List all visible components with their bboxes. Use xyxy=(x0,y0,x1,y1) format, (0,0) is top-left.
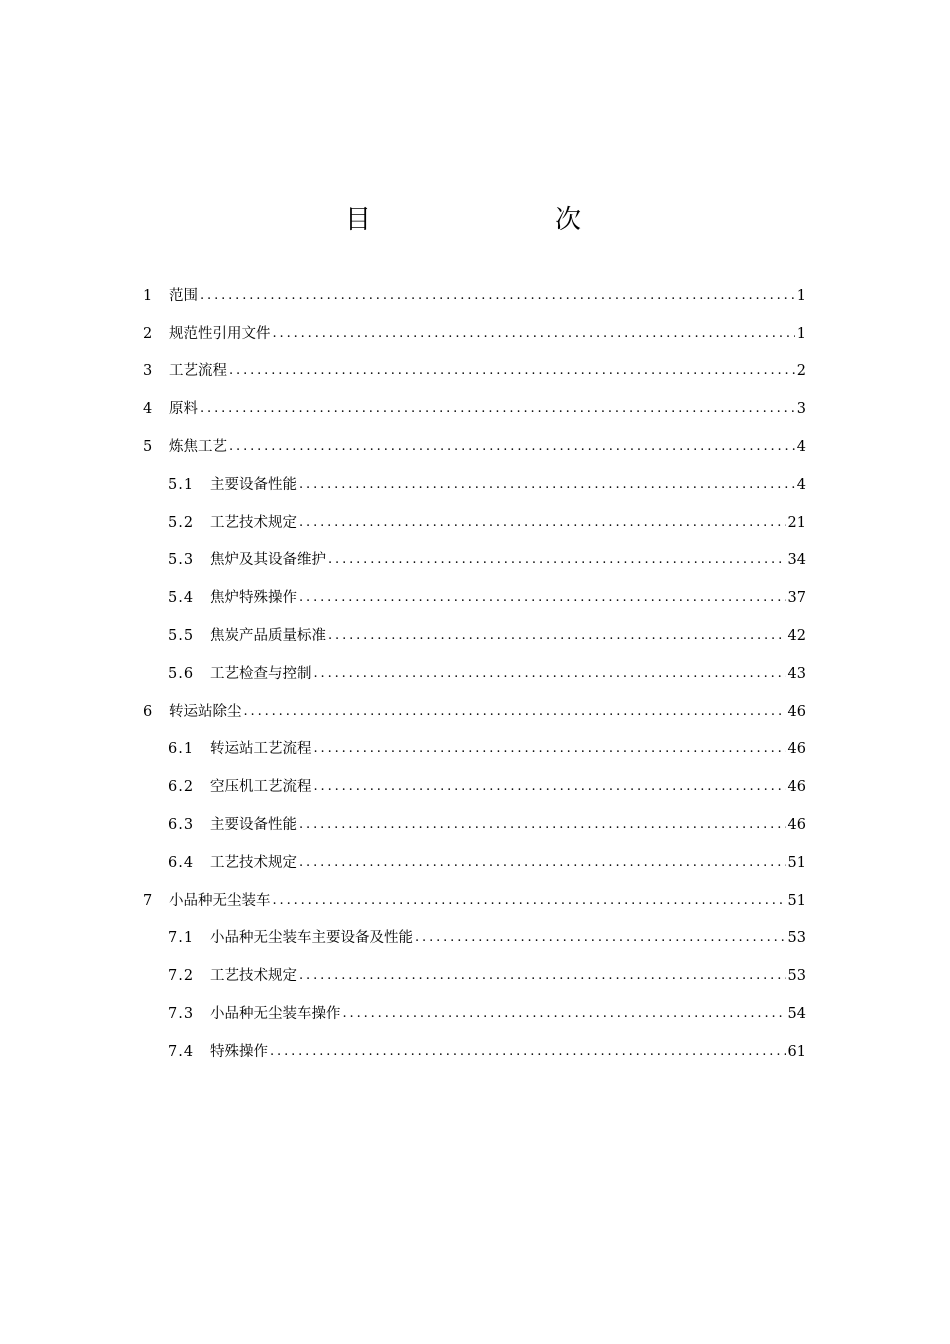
toc-entry-page-number: 51 xyxy=(787,854,806,871)
toc-dot-leader xyxy=(314,664,786,684)
toc-entry[interactable] xyxy=(143,995,806,1033)
toc-dot-leader xyxy=(229,437,795,457)
toc-entry-title: 小品种无尘装车主要设备及性能 xyxy=(210,930,413,947)
toc-entry[interactable] xyxy=(143,693,806,731)
toc-entry-number: 1 xyxy=(143,287,153,304)
toc-entry-title: 焦炭产品质量标准 xyxy=(210,628,326,645)
toc-dot-leader xyxy=(273,891,786,911)
toc-entry-title: 炼焦工艺 xyxy=(169,439,227,456)
toc-entry-number: 2 xyxy=(143,325,153,342)
toc-entry[interactable] xyxy=(143,768,806,806)
toc-entry-page-number: 46 xyxy=(787,817,806,834)
toc-entry-page-number: 34 xyxy=(787,552,806,569)
toc-entry-page-number: 21 xyxy=(787,514,806,531)
toc-entry-title: 小品种无尘装车 xyxy=(169,892,271,909)
toc-entry[interactable] xyxy=(143,844,806,882)
toc-dot-leader xyxy=(314,777,786,797)
toc-entry-number: 7.3 xyxy=(168,1006,195,1023)
toc-entry-page-number: 2 xyxy=(796,363,806,380)
toc-dot-leader xyxy=(244,702,786,722)
toc-entry[interactable] xyxy=(143,882,806,920)
toc-dot-leader xyxy=(299,513,786,533)
toc-entry[interactable] xyxy=(143,920,806,958)
toc-entry[interactable] xyxy=(143,617,806,655)
toc-entry[interactable] xyxy=(143,315,806,353)
toc-dot-leader xyxy=(328,626,786,646)
toc-entry-number: 7.1 xyxy=(168,930,195,947)
toc-dot-leader xyxy=(299,815,786,835)
toc-entry-number: 5.6 xyxy=(168,665,195,682)
toc-entry-page-number: 42 xyxy=(787,628,806,645)
toc-dot-leader xyxy=(299,966,786,986)
toc-entry-number: 7.4 xyxy=(168,1043,195,1060)
toc-entry-page-number: 3 xyxy=(796,401,806,418)
toc-entry-page-number: 46 xyxy=(787,779,806,796)
toc-entry-number: 5.3 xyxy=(168,552,195,569)
toc-entry-title: 工艺流程 xyxy=(169,363,227,380)
table-of-contents xyxy=(143,277,806,1071)
toc-entry-title: 工艺技术规定 xyxy=(210,514,297,531)
toc-entry-page-number: 37 xyxy=(787,590,806,607)
toc-entry-title: 转运站工艺流程 xyxy=(210,741,312,758)
toc-entry-page-number: 1 xyxy=(796,287,806,304)
toc-dot-leader xyxy=(415,928,786,948)
toc-entry[interactable] xyxy=(143,353,806,391)
toc-dot-leader xyxy=(343,1004,786,1024)
toc-entry-number: 6.2 xyxy=(168,779,195,796)
toc-dot-leader xyxy=(299,588,786,608)
toc-entry-number: 5.1 xyxy=(168,476,195,493)
toc-entry-number: 6.4 xyxy=(168,854,195,871)
toc-entry-number: 7 xyxy=(143,892,153,909)
toc-entry-page-number: 61 xyxy=(787,1043,806,1060)
toc-entry[interactable] xyxy=(143,428,806,466)
toc-entry-number: 6.3 xyxy=(168,817,195,834)
toc-dot-leader xyxy=(200,286,795,306)
toc-entry[interactable] xyxy=(143,579,806,617)
toc-entry-page-number: 53 xyxy=(787,968,806,985)
toc-entry[interactable] xyxy=(143,655,806,693)
toc-entry-title: 焦炉特殊操作 xyxy=(210,590,297,607)
toc-dot-leader xyxy=(299,475,795,495)
toc-entry-number: 7.2 xyxy=(168,968,195,985)
toc-entry-page-number: 4 xyxy=(796,476,806,493)
toc-dot-leader xyxy=(314,739,786,759)
toc-entry[interactable] xyxy=(143,1033,806,1071)
toc-entry-page-number: 46 xyxy=(787,703,806,720)
toc-entry-number: 5.2 xyxy=(168,514,195,531)
toc-entry-page-number: 53 xyxy=(787,930,806,947)
toc-entry[interactable] xyxy=(143,277,806,315)
toc-entry-title: 工艺技术规定 xyxy=(210,854,297,871)
toc-entry[interactable] xyxy=(143,466,806,504)
page-title: 目 次 xyxy=(344,205,625,235)
toc-entry-page-number: 43 xyxy=(787,665,806,682)
toc-entry-title: 规范性引用文件 xyxy=(169,325,271,342)
toc-entry-title: 焦炉及其设备维护 xyxy=(210,552,326,569)
toc-dot-leader xyxy=(200,399,795,419)
toc-entry[interactable] xyxy=(143,504,806,542)
toc-entry-page-number: 4 xyxy=(796,439,806,456)
toc-entry-title: 小品种无尘装车操作 xyxy=(210,1006,341,1023)
toc-dot-leader xyxy=(270,1042,786,1062)
toc-entry-number: 4 xyxy=(143,401,153,418)
toc-entry-number: 5.5 xyxy=(168,628,195,645)
toc-entry-title: 工艺技术规定 xyxy=(210,968,297,985)
toc-entry[interactable] xyxy=(143,957,806,995)
toc-entry-title: 范围 xyxy=(169,287,198,304)
toc-entry-page-number: 1 xyxy=(796,325,806,342)
toc-dot-leader xyxy=(229,361,795,381)
toc-dot-leader xyxy=(299,853,786,873)
toc-entry-number: 6.1 xyxy=(168,741,195,758)
toc-entry-title: 转运站除尘 xyxy=(169,703,242,720)
toc-dot-leader xyxy=(273,324,795,344)
toc-dot-leader xyxy=(328,550,786,570)
toc-entry-page-number: 54 xyxy=(787,1006,806,1023)
toc-entry-title: 特殊操作 xyxy=(210,1043,268,1060)
toc-entry[interactable] xyxy=(143,731,806,769)
toc-entry-title: 主要设备性能 xyxy=(210,476,297,493)
toc-entry-number: 5.4 xyxy=(168,590,195,607)
toc-entry-page-number: 51 xyxy=(787,892,806,909)
toc-entry-title: 空压机工艺流程 xyxy=(210,779,312,796)
toc-entry-number: 5 xyxy=(143,439,153,456)
toc-entry-number: 3 xyxy=(143,363,153,380)
toc-entry-title: 主要设备性能 xyxy=(210,817,297,834)
toc-entry[interactable] xyxy=(143,542,806,580)
toc-entry[interactable] xyxy=(143,806,806,844)
toc-entry-number: 6 xyxy=(143,703,153,720)
toc-entry[interactable] xyxy=(143,390,806,428)
toc-entry-title: 工艺检查与控制 xyxy=(210,665,312,682)
toc-entry-title: 原料 xyxy=(169,401,198,418)
toc-entry-page-number: 46 xyxy=(787,741,806,758)
